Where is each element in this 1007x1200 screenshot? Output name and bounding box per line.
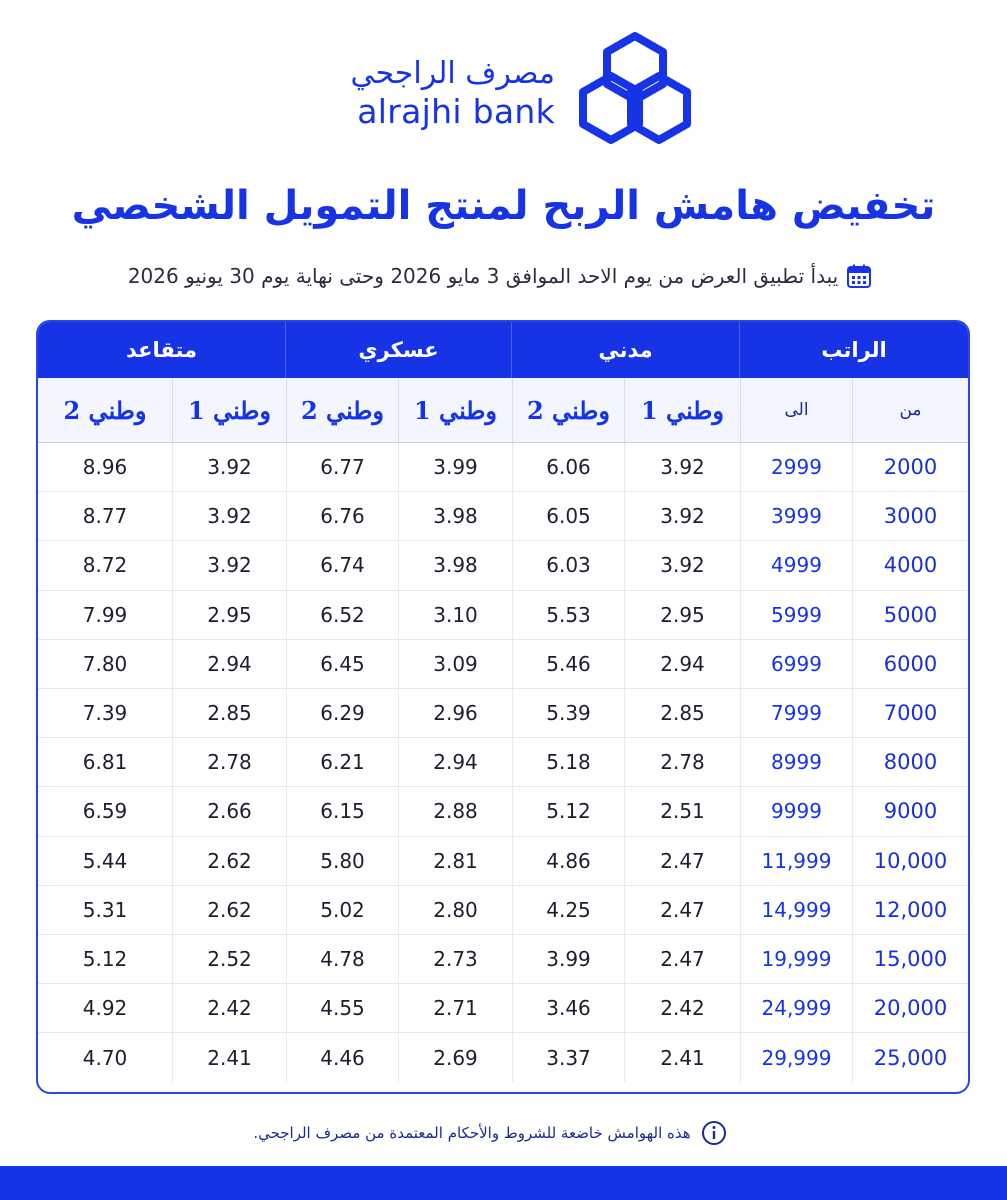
cell-military-2: 6.74 — [286, 541, 398, 589]
group-salary: الراتب — [821, 338, 887, 362]
cell-salary-to: 8999 — [740, 738, 852, 786]
cell-retired-1: 3.92 — [172, 541, 286, 589]
cell-retired-2: 8.77 — [82, 504, 128, 529]
cell-civil-1: 2.51 — [624, 787, 740, 835]
cell-military-2: 6.15 — [286, 787, 398, 835]
cell-civil-1: 2.41 — [624, 1033, 740, 1082]
cell-salary-to: 7999 — [740, 689, 852, 737]
cell-military-2: 5.02 — [286, 886, 398, 934]
page-title: تخفيض هامش الربح لمنتج التمويل الشخصي — [71, 183, 936, 229]
cell-retired-1: 2.41 — [172, 1033, 286, 1082]
cell-military-2: 6.29 — [286, 689, 398, 737]
cell-retired-2: 7.39 — [82, 701, 128, 726]
cell-salary-from: 7000 — [852, 689, 968, 737]
table-row — [38, 886, 968, 935]
subheader-from: من — [852, 378, 968, 442]
cell-retired-1: 2.94 — [172, 640, 286, 688]
cell-civil-1: 3.92 — [624, 541, 740, 589]
cell-civil-2: 5.53 — [512, 591, 624, 639]
group-retired: متقاعد — [38, 322, 286, 378]
cell-salary-from: 4000 — [852, 541, 968, 589]
footer-bar — [0, 1166, 1007, 1200]
subheader-retired-1: وطني 1 — [172, 378, 286, 442]
cell-military-1: 2.81 — [398, 837, 512, 885]
cell-civil-1: 3.92 — [624, 443, 740, 491]
cell-civil-1: 2.95 — [624, 591, 740, 639]
cell-retired-2: 8.72 — [82, 553, 128, 578]
cell-retired-1: 2.78 — [172, 738, 286, 786]
cell-retired-1: 2.62 — [172, 837, 286, 885]
cell-civil-2: 4.86 — [512, 837, 624, 885]
cell-salary-to: 5999 — [740, 591, 852, 639]
table-row — [38, 443, 968, 492]
table-row — [38, 541, 968, 590]
cell-military-1: 2.71 — [398, 984, 512, 1032]
brand-header — [0, 30, 1007, 150]
cell-retired-2: 4.70 — [82, 1045, 128, 1070]
cell-salary-to: 6999 — [740, 640, 852, 688]
cell-retired-1: 3.92 — [172, 492, 286, 540]
cell-salary-to: 4999 — [740, 541, 852, 589]
cell-civil-1: 2.78 — [624, 738, 740, 786]
cell-civil-2: 5.12 — [512, 787, 624, 835]
cell-salary-from: 25,000 — [852, 1033, 968, 1082]
cell-retired-1: 2.95 — [172, 591, 286, 639]
offer-period — [100, 258, 900, 294]
cell-military-1: 2.69 — [398, 1033, 512, 1082]
cell-civil-1: 2.94 — [624, 640, 740, 688]
subheader-to: الى — [740, 378, 852, 442]
cell-salary-from: 2000 — [852, 443, 968, 491]
cell-salary-from: 9000 — [852, 787, 968, 835]
table-row — [38, 738, 968, 787]
info-icon — [701, 1120, 727, 1146]
cell-retired-1: 2.52 — [172, 935, 286, 983]
subheader-civil-1: وطني 1 — [624, 378, 740, 442]
subheader-military-1: وطني 1 — [398, 378, 512, 442]
cell-civil-2: 5.18 — [512, 738, 624, 786]
cell-military-1: 3.10 — [398, 591, 512, 639]
cell-civil-1: 2.47 — [624, 886, 740, 934]
table-row — [38, 591, 968, 640]
cell-retired-2: 5.44 — [82, 848, 128, 873]
cell-retired-1: 2.62 — [172, 886, 286, 934]
cell-salary-to: 14,999 — [740, 886, 852, 934]
cell-civil-2: 4.25 — [512, 886, 624, 934]
cell-civil-2: 5.39 — [512, 689, 624, 737]
cell-salary-to: 11,999 — [740, 837, 852, 885]
cell-retired-1: 2.42 — [172, 984, 286, 1032]
cell-military-1: 3.98 — [398, 541, 512, 589]
cell-salary-from: 15,000 — [852, 935, 968, 983]
cell-military-1: 2.88 — [398, 787, 512, 835]
cell-salary-to: 3999 — [740, 492, 852, 540]
table-row — [38, 689, 968, 738]
cell-civil-1: 3.92 — [624, 492, 740, 540]
cell-military-1: 3.98 — [398, 492, 512, 540]
profit-margin-table — [36, 320, 970, 1094]
subheader-civil-2: وطني 2 — [512, 378, 624, 442]
cell-civil-2: 3.46 — [512, 984, 624, 1032]
cell-military-2: 4.55 — [286, 984, 398, 1032]
cell-retired-1: 2.66 — [172, 787, 286, 835]
cell-retired-2: 7.99 — [82, 602, 128, 627]
cell-salary-to: 9999 — [740, 787, 852, 835]
terms-note-text: هذه الهوامش خاضعة للشروط والأحكام المعتمدة من مصرف الراجحي. — [253, 1124, 691, 1142]
terms-note — [200, 1118, 780, 1148]
cell-civil-2: 6.06 — [512, 443, 624, 491]
cell-retired-2: 5.31 — [82, 897, 128, 922]
cell-military-2: 6.45 — [286, 640, 398, 688]
cell-civil-2: 3.37 — [512, 1033, 624, 1082]
cell-salary-from: 20,000 — [852, 984, 968, 1032]
table-group-header — [38, 322, 968, 378]
cell-military-2: 6.52 — [286, 591, 398, 639]
cell-salary-to: 24,999 — [740, 984, 852, 1032]
cell-salary-from: 6000 — [852, 640, 968, 688]
cell-military-1: 2.73 — [398, 935, 512, 983]
cell-retired-2: 5.12 — [82, 946, 128, 971]
cell-civil-1: 2.47 — [624, 935, 740, 983]
table-row — [38, 787, 968, 836]
cell-civil-1: 2.47 — [624, 837, 740, 885]
subheader-military-2: وطني 2 — [286, 378, 398, 442]
cell-retired-1: 3.92 — [172, 443, 286, 491]
group-civil: مدني — [512, 322, 740, 378]
cell-military-1: 2.94 — [398, 738, 512, 786]
cell-salary-from: 3000 — [852, 492, 968, 540]
offer-period-text: يبدأ تطبيق العرض من يوم الاحد الموافق 3 مايو 2026 وحتى نهاية يوم 30 يونيو 2026 — [127, 264, 839, 288]
table-row — [38, 837, 968, 886]
cell-salary-from: 5000 — [852, 591, 968, 639]
brand-name-en: alrajhi bank — [357, 92, 555, 131]
group-military: عسكري — [286, 322, 512, 378]
cell-military-2: 6.77 — [286, 443, 398, 491]
alrajhi-logo-icon — [575, 30, 695, 145]
cell-retired-2: 8.96 — [82, 455, 128, 480]
cell-retired-2: 6.59 — [82, 799, 128, 824]
calendar-icon — [846, 263, 872, 289]
table-row — [38, 492, 968, 541]
cell-military-2: 4.78 — [286, 935, 398, 983]
cell-civil-1: 2.85 — [624, 689, 740, 737]
cell-civil-2: 6.05 — [512, 492, 624, 540]
cell-military-1: 2.80 — [398, 886, 512, 934]
cell-civil-2: 5.46 — [512, 640, 624, 688]
table-sub-header — [38, 378, 968, 443]
cell-salary-to: 2999 — [740, 443, 852, 491]
cell-salary-from: 10,000 — [852, 837, 968, 885]
cell-military-2: 5.80 — [286, 837, 398, 885]
cell-salary-to: 29,999 — [740, 1033, 852, 1082]
table-row — [38, 935, 968, 984]
cell-military-1: 2.96 — [398, 689, 512, 737]
brand-name-ar: مصرف الراجحي — [350, 56, 555, 91]
cell-military-2: 6.21 — [286, 738, 398, 786]
cell-retired-2: 4.92 — [82, 996, 128, 1021]
cell-civil-1: 2.42 — [624, 984, 740, 1032]
subheader-retired-2: وطني 2 — [63, 395, 147, 425]
cell-retired-2: 6.81 — [82, 750, 128, 775]
cell-military-2: 4.46 — [286, 1033, 398, 1082]
cell-civil-2: 6.03 — [512, 541, 624, 589]
cell-military-2: 6.76 — [286, 492, 398, 540]
cell-retired-2: 7.80 — [82, 651, 128, 676]
cell-salary-from: 8000 — [852, 738, 968, 786]
cell-military-1: 3.09 — [398, 640, 512, 688]
cell-military-1: 3.99 — [398, 443, 512, 491]
table-row — [38, 984, 968, 1033]
table-body — [38, 443, 968, 1082]
table-row — [38, 640, 968, 689]
cell-retired-1: 2.85 — [172, 689, 286, 737]
cell-civil-2: 3.99 — [512, 935, 624, 983]
table-row — [38, 1033, 968, 1082]
cell-salary-from: 12,000 — [852, 886, 968, 934]
cell-salary-to: 19,999 — [740, 935, 852, 983]
